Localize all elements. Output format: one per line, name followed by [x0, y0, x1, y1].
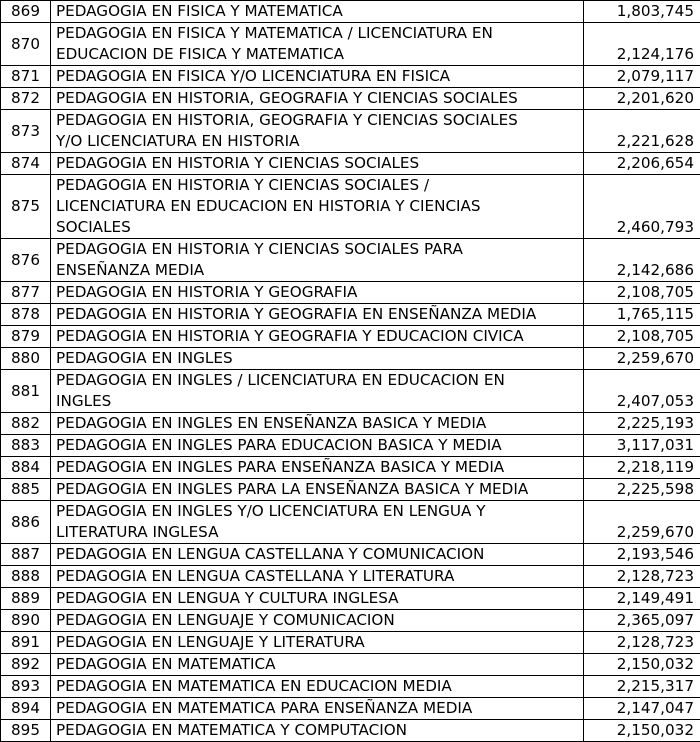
program-name — [51, 175, 584, 239]
row-number: 872 — [1, 88, 51, 110]
table-row — [1, 566, 700, 588]
table-row — [1, 654, 700, 676]
tuition-amount: 2,201,620 — [584, 88, 700, 110]
row-number: 894 — [1, 698, 51, 720]
tuition-amount: 1,765,115 — [584, 304, 700, 326]
tuition-amount: 2,221,628 — [584, 110, 700, 153]
tuition-amount: 2,149,491 — [584, 588, 700, 610]
tuition-amount: 2,079,117 — [584, 66, 700, 88]
program-name — [51, 654, 584, 676]
row-number: 893 — [1, 676, 51, 698]
program-name — [51, 566, 584, 588]
program-name-line: PEDAGOGIA EN FISICA Y MATEMATICA — [56, 2, 343, 20]
row-number: 877 — [1, 282, 51, 304]
row-number: 876 — [1, 239, 51, 282]
tuition-amount: 2,365,097 — [584, 610, 700, 632]
program-name-line: PEDAGOGIA EN INGLES PARA EDUCACION BASICA Y MEDIA — [56, 436, 502, 454]
tuition-amount: 2,225,193 — [584, 413, 700, 435]
program-name-line: PEDAGOGIA EN LENGUAJE Y LITERATURA — [56, 633, 365, 651]
tuition-amount: 3,117,031 — [584, 435, 700, 457]
table-row — [1, 1, 700, 23]
row-number: 889 — [1, 588, 51, 610]
table-row — [1, 435, 700, 457]
table-row — [1, 479, 700, 501]
tuition-amount: 2,124,176 — [584, 23, 700, 66]
row-number: 892 — [1, 654, 51, 676]
table-row — [1, 588, 700, 610]
program-name-line: PEDAGOGIA EN LENGUA CASTELLANA Y COMUNICACION — [56, 545, 485, 563]
program-name — [51, 501, 584, 544]
table-row — [1, 632, 700, 654]
program-name-line: PEDAGOGIA EN FISICA Y MATEMATICA / LICENCIATURA EN — [56, 24, 493, 42]
tuition-amount: 2,193,546 — [584, 544, 700, 566]
tuition-amount: 2,147,047 — [584, 698, 700, 720]
table-row — [1, 501, 700, 544]
tuition-amount: 2,259,670 — [584, 348, 700, 370]
program-name-line: LITERATURA INGLESA — [56, 523, 219, 541]
tuition-amount: 2,128,723 — [584, 566, 700, 588]
table-row — [1, 239, 700, 282]
row-number: 882 — [1, 413, 51, 435]
program-name-line: SOCIALES — [56, 218, 131, 236]
row-number: 871 — [1, 66, 51, 88]
table-row — [1, 175, 700, 239]
program-name — [51, 110, 584, 153]
tuition-amount: 1,803,745 — [584, 1, 700, 23]
row-number: 895 — [1, 720, 51, 742]
row-number: 870 — [1, 23, 51, 66]
program-name — [51, 632, 584, 654]
row-number: 880 — [1, 348, 51, 370]
table-row — [1, 348, 700, 370]
program-name-line: PEDAGOGIA EN INGLES / LICENCIATURA EN EDUCACION EN — [56, 371, 505, 389]
program-name — [51, 435, 584, 457]
program-name — [51, 23, 584, 66]
program-name — [51, 479, 584, 501]
row-number: 888 — [1, 566, 51, 588]
program-name-line: PEDAGOGIA EN LENGUA Y CULTURA INGLESA — [56, 589, 399, 607]
row-number: 890 — [1, 610, 51, 632]
tuition-amount: 2,218,119 — [584, 457, 700, 479]
table-row — [1, 326, 700, 348]
table-row — [1, 544, 700, 566]
program-name-line: PEDAGOGIA EN HISTORIA Y GEOGRAFIA — [56, 283, 358, 301]
tuition-amount: 2,225,598 — [584, 479, 700, 501]
program-name-line: PEDAGOGIA EN FISICA Y/O LICENCIATURA EN FISICA — [56, 67, 451, 85]
table-row — [1, 110, 700, 153]
program-name — [51, 88, 584, 110]
table-row — [1, 720, 700, 742]
program-name-line: PEDAGOGIA EN INGLES PARA ENSEÑANZA BASICA Y MEDIA — [56, 458, 505, 476]
program-name-line: PEDAGOGIA EN MATEMATICA PARA ENSEÑANZA MEDIA — [56, 699, 473, 717]
program-name — [51, 348, 584, 370]
row-number: 885 — [1, 479, 51, 501]
program-name-line: PEDAGOGIA EN LENGUA CASTELLANA Y LITERATURA — [56, 567, 455, 585]
program-name — [51, 588, 584, 610]
tuition-amount: 2,206,654 — [584, 153, 700, 175]
tuition-amount: 2,407,053 — [584, 370, 700, 413]
program-name-line: PEDAGOGIA EN INGLES — [56, 349, 233, 367]
row-number: 874 — [1, 153, 51, 175]
table-row — [1, 88, 700, 110]
program-name — [51, 239, 584, 282]
program-name-line: PEDAGOGIA EN HISTORIA Y CIENCIAS SOCIALES / — [56, 176, 430, 194]
tuition-amount: 2,142,686 — [584, 239, 700, 282]
program-name-line: EDUCACION DE FISICA Y MATEMATICA — [56, 45, 344, 63]
table-row — [1, 457, 700, 479]
tuition-amount: 2,150,032 — [584, 720, 700, 742]
program-name — [51, 66, 584, 88]
program-name — [51, 676, 584, 698]
tuition-amount: 2,460,793 — [584, 175, 700, 239]
row-number: 887 — [1, 544, 51, 566]
program-name — [51, 610, 584, 632]
tuition-amount: 2,150,032 — [584, 654, 700, 676]
row-number: 884 — [1, 457, 51, 479]
row-number: 886 — [1, 501, 51, 544]
program-name-line: PEDAGOGIA EN HISTORIA, GEOGRAFIA Y CIENCIAS SOCIALES — [56, 111, 518, 129]
program-name — [51, 153, 584, 175]
row-number: 879 — [1, 326, 51, 348]
tuition-amount: 2,215,317 — [584, 676, 700, 698]
row-number: 878 — [1, 304, 51, 326]
program-name-line: PEDAGOGIA EN HISTORIA Y GEOGRAFIA EN ENSEÑANZA MEDIA — [56, 305, 537, 323]
table-row — [1, 23, 700, 66]
table-row — [1, 282, 700, 304]
program-name-line: ENSEÑANZA MEDIA — [56, 261, 205, 279]
table-row — [1, 610, 700, 632]
table-row — [1, 66, 700, 88]
program-name — [51, 457, 584, 479]
program-name-line: PEDAGOGIA EN MATEMATICA EN EDUCACION MEDIA — [56, 677, 452, 695]
program-name — [51, 370, 584, 413]
program-name-line: PEDAGOGIA EN HISTORIA Y GEOGRAFIA Y EDUCACION CIVICA — [56, 327, 524, 345]
row-number: 883 — [1, 435, 51, 457]
table-body — [1, 1, 700, 742]
program-name-line: PEDAGOGIA EN INGLES Y/O LICENCIATURA EN LENGUA Y — [56, 502, 486, 520]
program-name — [51, 698, 584, 720]
tuition-amount: 2,108,705 — [584, 326, 700, 348]
table-row — [1, 698, 700, 720]
program-name-line: PEDAGOGIA EN INGLES EN ENSEÑANZA BASICA Y MEDIA — [56, 414, 487, 432]
table-row — [1, 370, 700, 413]
row-number: 869 — [1, 1, 51, 23]
row-number: 881 — [1, 370, 51, 413]
program-name — [51, 544, 584, 566]
program-name — [51, 326, 584, 348]
program-name — [51, 282, 584, 304]
row-number: 891 — [1, 632, 51, 654]
tuition-amount: 2,259,670 — [584, 501, 700, 544]
program-name — [51, 413, 584, 435]
program-name — [51, 1, 584, 23]
program-name-line: PEDAGOGIA EN INGLES PARA LA ENSEÑANZA BASICA Y MEDIA — [56, 480, 529, 498]
row-number: 873 — [1, 110, 51, 153]
program-name-line: Y/O LICENCIATURA EN HISTORIA — [56, 132, 300, 150]
row-number: 875 — [1, 175, 51, 239]
program-name-line: PEDAGOGIA EN HISTORIA, GEOGRAFIA Y CIENCIAS SOCIALES — [56, 89, 518, 107]
program-name-line: PEDAGOGIA EN LENGUAJE Y COMUNICACION — [56, 611, 395, 629]
program-name-line: PEDAGOGIA EN HISTORIA Y CIENCIAS SOCIALES PARA — [56, 240, 463, 258]
table-row — [1, 676, 700, 698]
program-name-line: PEDAGOGIA EN HISTORIA Y CIENCIAS SOCIALES — [56, 154, 420, 172]
program-name-line: PEDAGOGIA EN MATEMATICA — [56, 655, 276, 673]
tuition-amount: 2,128,723 — [584, 632, 700, 654]
program-name-line: PEDAGOGIA EN MATEMATICA Y COMPUTACION — [56, 721, 408, 739]
tuition-amount: 2,108,705 — [584, 282, 700, 304]
program-name — [51, 720, 584, 742]
table-row — [1, 153, 700, 175]
program-name-line: LICENCIATURA EN EDUCACION EN HISTORIA Y CIENCIAS — [56, 197, 481, 215]
table-row — [1, 413, 700, 435]
program-name-line: INGLES — [56, 392, 112, 410]
program-name — [51, 304, 584, 326]
table-row — [1, 304, 700, 326]
